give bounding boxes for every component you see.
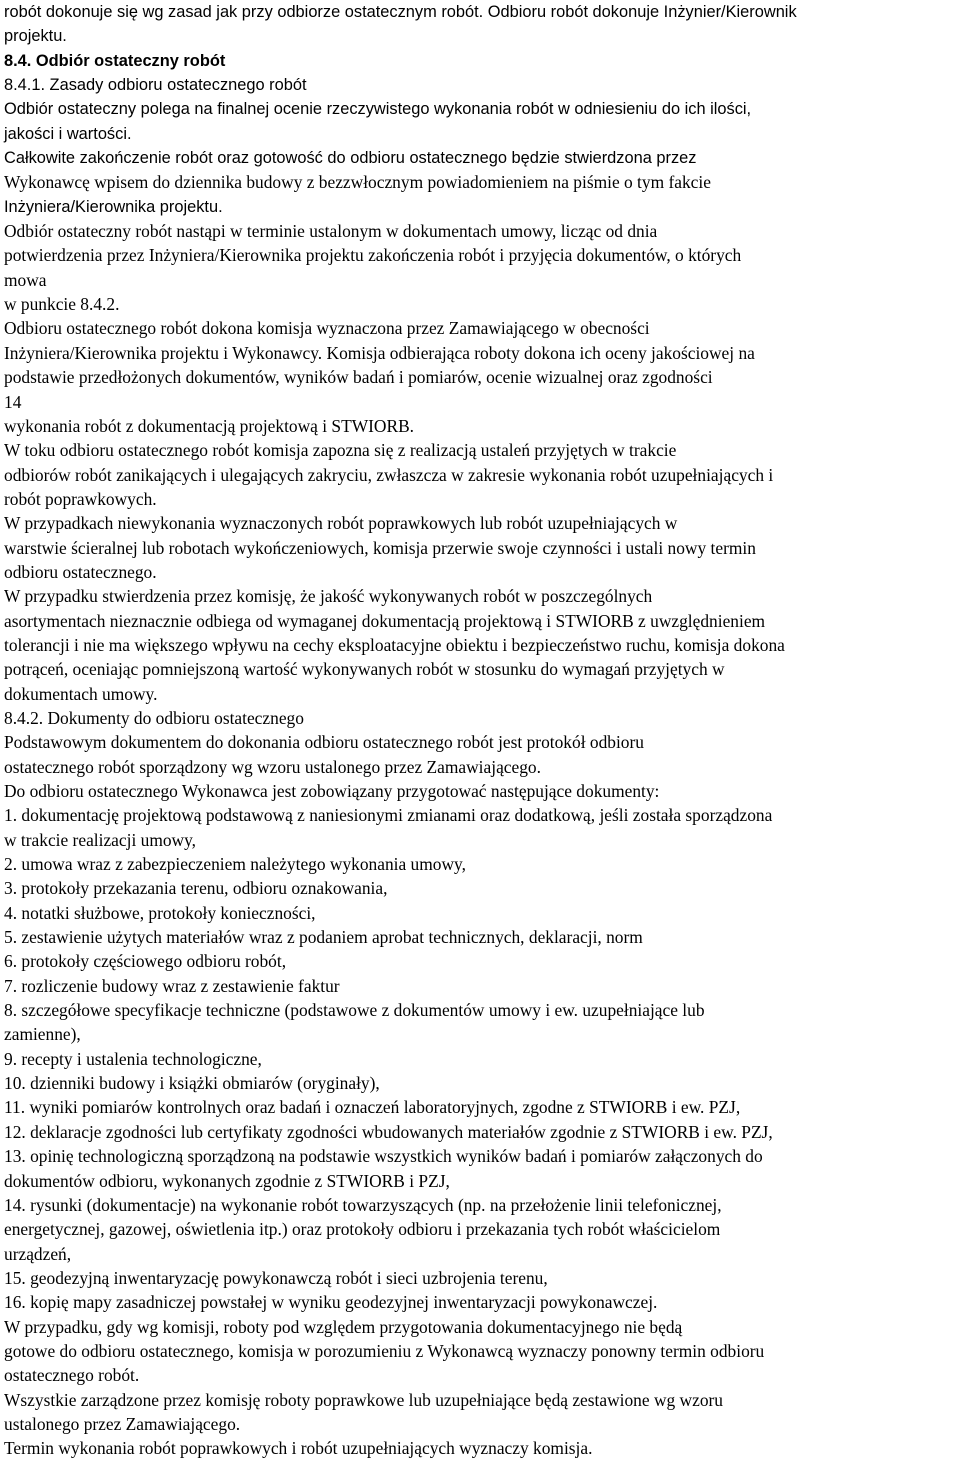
- text-line: 4. notatki służbowe, protokoły konieczności,: [4, 902, 316, 923]
- text-line: mowa: [4, 269, 47, 290]
- text-line: dokumentów odbioru, wykonanych zgodnie z STWIORB i PZJ,: [4, 1170, 450, 1191]
- text-line: Do odbioru ostatecznego Wykonawca jest zobowiązany przygotować następujące dokumenty:: [4, 781, 660, 801]
- text-line: 3. protokoły przekazania terenu, odbioru oznakowania,: [4, 878, 388, 899]
- text-line: 10. dzienniki budowy i książki obmiarów (oryginały),: [4, 1073, 380, 1094]
- text-line: W przypadkach niewykonania wyznaczonych robót poprawkowych lub robót uzupełniających w: [4, 513, 678, 534]
- text-line: 6. protokoły częściowego odbioru robót,: [4, 951, 287, 972]
- text-line: Podstawowym dokumentem do dokonania odbioru ostatecznego robót jest protokół odbioru: [4, 732, 644, 753]
- text-line: dokumentach umowy.: [4, 683, 158, 704]
- text-line: Wszystkie zarządzone przez komisję roboty poprawkowe lub uzupełniające będą zestawione wg wzoru: [4, 1389, 724, 1410]
- text-line: odbioru ostatecznego.: [4, 561, 157, 582]
- text-line: 8.4. Odbiór ostateczny robót: [4, 51, 226, 70]
- text-line: 12. deklaracje zgodności lub certyfikaty zgodności wbudowanych materiałów zgodnie z STWIORB i ew. PZJ,: [4, 1121, 773, 1142]
- text-line: Termin wykonania robót poprawkowych i robót uzupełniających wyznaczy komisja.: [4, 1438, 593, 1459]
- text-line: Wykonawcę wpisem do dziennika budowy z bezzwłocznym powiadomieniem na piśmie o tym fakcie: [4, 172, 711, 193]
- text-line: W przypadku, gdy wg komisji, roboty pod względem przygotowania dokumentacyjnego nie będą: [4, 1316, 683, 1337]
- text-line: Odbiór ostateczny polega na finalnej ocenie rzeczywistego wykonania robót w odniesieniu do ich ilości,: [4, 100, 752, 119]
- text-line: 11. wyniki pomiarów kontrolnych oraz badań i oznaczeń laboratoryjnych, zgodne z STWIORB i ew. PZJ,: [4, 1097, 741, 1118]
- text-line: Inżyniera/Kierownika projektu.: [4, 197, 223, 216]
- text-line: 8. szczegółowe specyfikacje techniczne (podstawowe z dokumentów umowy i ew. uzupełniające lub: [4, 1000, 705, 1021]
- document-page: [4, 0, 958, 1461]
- text-line: warstwie ścieralnej lub robotach wykończeniowych, komisja przerwie swoje czynności i ustali nowy termin: [4, 537, 756, 558]
- text-line: Odbiór ostateczny robót nastąpi w terminie ustalonym w dokumentach umowy, licząc od dnia: [4, 221, 658, 242]
- text-line: 7. rozliczenie budowy wraz z zestawienie faktur: [4, 975, 340, 996]
- text-line: Inżyniera/Kierownika projektu i Wykonawcy. Komisja odbierająca roboty dokona ich oceny jakościowej na: [4, 342, 755, 363]
- text-line: podstawie przedłożonych dokumentów, wyników badań i pomiarów, ocenie wizualnej oraz zgodności: [4, 367, 713, 388]
- text-line: W toku odbioru ostatecznego robót komisja zapozna się z realizacją ustaleń przyjętych w trakcie: [4, 440, 677, 461]
- text-line: w punkcie 8.4.2.: [4, 294, 120, 315]
- text-line: 8.4.1. Zasady odbioru ostatecznego robót: [4, 76, 307, 95]
- text-line: 15. geodezyjną inwentaryzację powykonawczą robót i sieci uzbrojenia terenu,: [4, 1267, 548, 1288]
- text-line: projektu.: [4, 27, 67, 46]
- text-line: energetycznej, gazowej, oświetlenia itp.) oraz protokoły odbioru i przekazania tych robót właścicielom: [4, 1219, 721, 1240]
- text-line: 1. dokumentację projektową podstawową z naniesionymi zmianami oraz dodatkową, jeśli została sporządzona: [4, 805, 773, 826]
- text-line: 2. umowa wraz z zabezpieczeniem należytego wykonania umowy,: [4, 854, 466, 875]
- text-line: 5. zestawienie użytych materiałów wraz z podaniem aprobat technicznych, deklaracji, norm: [4, 927, 643, 948]
- text-line: 14. rysunki (dokumentacje) na wykonanie robót towarzyszących (np. na przełożenie linii telefonicznej,: [4, 1194, 722, 1215]
- text-line: Całkowite zakończenie robót oraz gotowość do odbioru ostatecznego będzie stwierdzona przez: [4, 149, 697, 168]
- text-line: robót poprawkowych.: [4, 488, 157, 509]
- text-line: ostatecznego robót sporządzony wg wzoru ustalonego przez Zamawiającego.: [4, 756, 541, 777]
- text-line: ostatecznego robót.: [4, 1365, 140, 1386]
- text-line: 14: [4, 391, 22, 412]
- text-line: gotowe do odbioru ostatecznego, komisja w porozumieniu z Wykonawcą wyznaczy ponowny termin odbioru: [4, 1340, 765, 1361]
- text-line: potwierdzenia przez Inżyniera/Kierownika projektu zakończenia robót i przyjęcia dokumentów, o których: [4, 245, 742, 266]
- text-line: robót dokonuje się wg zasad jak przy odbiorze ostatecznym robót. Odbioru robót dokonuje Inżynier/Kierownik: [4, 3, 797, 21]
- text-line: 9. recepty i ustalenia technologiczne,: [4, 1048, 262, 1069]
- text-line: 8.4.2. Dokumenty do odbioru ostatecznego: [4, 707, 304, 728]
- text-line: potrąceń, oceniając pomniejszoną wartość wykonywanych robót w stosunku do wymagań przyjętych w: [4, 659, 725, 680]
- text-line: asortymentach nieznacznie odbiega od wymaganej dokumentacją projektową i STWIORB z uwzględnieniem: [4, 610, 766, 631]
- text-line: ustalonego przez Zamawiającego.: [4, 1413, 241, 1434]
- text-line: W przypadku stwierdzenia przez komisję, że jakość wykonywanych robót w poszczególnych: [4, 586, 653, 607]
- text-line: w trakcie realizacji umowy,: [4, 829, 197, 850]
- text-line: zamienne),: [4, 1024, 81, 1045]
- text-line: urządzeń,: [4, 1243, 72, 1264]
- text-line: wykonania robót z dokumentacją projektową i STWIORB.: [4, 415, 415, 436]
- text-line: odbiorów robót zanikających i ulegających zakryciu, zwłaszcza w zakresie wykonania robót uzupełniających i: [4, 464, 774, 485]
- text-line: Odbioru ostatecznego robót dokona komisja wyznaczona przez Zamawiającego w obecności: [4, 318, 650, 339]
- text-line: jakości i wartości.: [4, 124, 132, 143]
- text-line: 13. opinię technologiczną sporządzoną na podstawie wszystkich wyników badań i pomiarów załączonych do: [4, 1146, 763, 1167]
- text-line: 16. kopię mapy zasadniczej powstałej w wyniku geodezyjnej inwentaryzacji powykonawczej.: [4, 1292, 658, 1313]
- text-line: tolerancji i nie ma większego wpływu na cechy eksploatacyjne obiektu i bezpieczeństwo ruchu, komisja dokona: [4, 634, 785, 655]
